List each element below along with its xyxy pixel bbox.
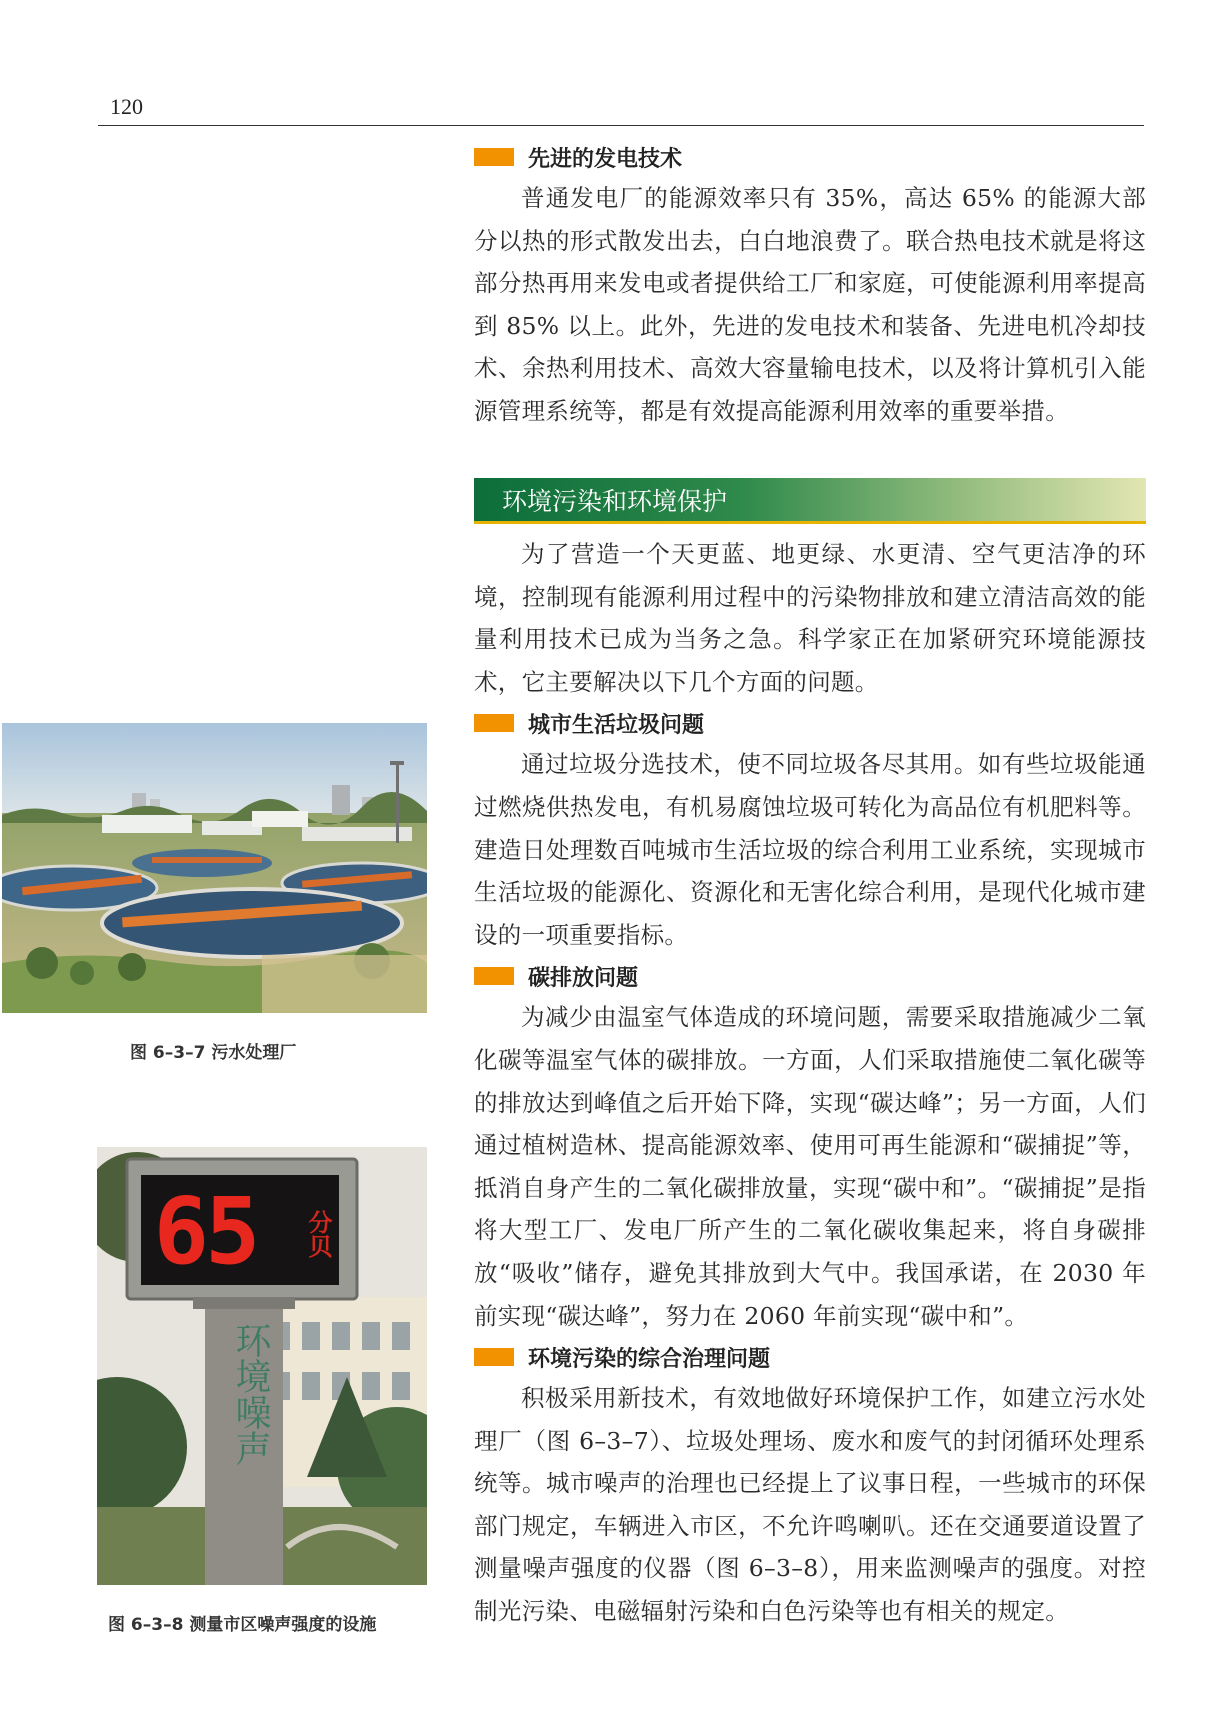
subheading-garbage	[474, 703, 1146, 743]
orange-marker-icon	[474, 148, 514, 166]
paragraph-power-generation: 普通发电厂的能源效率只有 35%，高达 65% 的能源大部分以热的形式散发出去，白白地浪费了。联合热电技术就是将这部分热再用来发电或者提供给工厂和家庭，可使能源利用率提高到 85% 以上。此外，先进的发电技术和装备、先进电机冷却技术、余热利用技术、高效大容量输电技术，以及将计算机引入能源管理系统等，都是有效提高能源利用效率的重要举措。	[474, 184, 1146, 425]
orange-marker-icon	[474, 967, 514, 985]
subheading-power-generation	[474, 137, 1146, 177]
subheading-text: 先进的发电技术	[528, 146, 683, 172]
header-rule	[98, 125, 1144, 126]
power-generation-section	[474, 137, 1146, 433]
figure-caption-noise: 图 6–3–8 测量市区噪声强度的设施	[108, 1615, 377, 1635]
orange-marker-icon	[474, 714, 514, 732]
paragraph-environment-intro: 为了营造一个天更蓝、地更绿、水更清、空气更洁净的环境，控制现有能源利用过程中的污染物排放和建立清洁高效的能量利用技术已成为当务之急。科学家正在加紧研究环境能源技术，它主要解决以下几个方面的问题。	[474, 540, 1146, 696]
page-number: 120	[110, 94, 143, 119]
section-title-band	[474, 478, 1146, 524]
subheading-text: 环境污染的综合治理问题	[528, 1346, 771, 1372]
subheading-pollution	[474, 1337, 1146, 1377]
paragraph-carbon: 为减少由温室气体造成的环境问题，需要采取措施减少二氧化碳等温室气体的碳排放。一方面，人们采取措施使二氧化碳等的排放达到峰值之后开始下降，实现“碳达峰”；另一方面，人们通过植树造林、提高能源效率、使用可再生能源和“碳捕捉”等，抵消自身产生的二氧化碳排放量，实现“碳中和”。“碳捕捉”是指将大型工厂、发电厂所产生的二氧化碳收集起来，将自身碳排放“吸收”储存，避免其排放到大气中。我国承诺，在 2030 年前实现“碳达峰”，努力在 2060 年前实现“碳中和”。	[474, 1003, 1146, 1330]
section-title: 环境污染和环境保护	[502, 486, 728, 516]
paragraph-garbage: 通过垃圾分选技术，使不同垃圾各尽其用。如有些垃圾能通过燃烧供热发电，有机易腐蚀垃圾可转化为高品位有机肥料等。建造日处理数百吨城市生活垃圾的综合利用工业系统，实现城市生活垃圾的能源化、资源化和无害化综合利用，是现代化城市建设的一项重要指标。	[474, 750, 1146, 949]
paragraph-pollution: 积极采用新技术，有效地做好环境保护工作，如建立污水处理厂（图 6–3–7）、垃圾处理场、废水和废气的封闭循环处理系统等。城市噪声的治理也已经提上了议事日程，一些城市的环保部门规定，车辆进入市区，不允许鸣喇叭。还在交通要道设置了测量噪声强度的仪器（图 6–3–8），用来监测噪声的强度。对控制光污染、电磁辐射污染和白色污染等也有相关的规定。	[474, 1384, 1146, 1626]
environment-section	[474, 478, 1146, 1633]
subheading-carbon	[474, 956, 1146, 996]
noise-display-value: 65	[153, 1177, 257, 1285]
sewage-plant-photo	[2, 723, 427, 1013]
noise-display-unit: 分贝	[304, 1210, 332, 1258]
orange-marker-icon	[474, 1348, 514, 1366]
subheading-text: 碳排放问题	[528, 965, 639, 991]
subheading-text: 城市生活垃圾问题	[528, 712, 705, 738]
noise-meter-photo	[97, 1147, 427, 1585]
pole-vertical-text: 环境噪声	[230, 1322, 271, 1466]
figure-caption-sewage: 图 6–3–7 污水处理厂	[130, 1043, 297, 1063]
